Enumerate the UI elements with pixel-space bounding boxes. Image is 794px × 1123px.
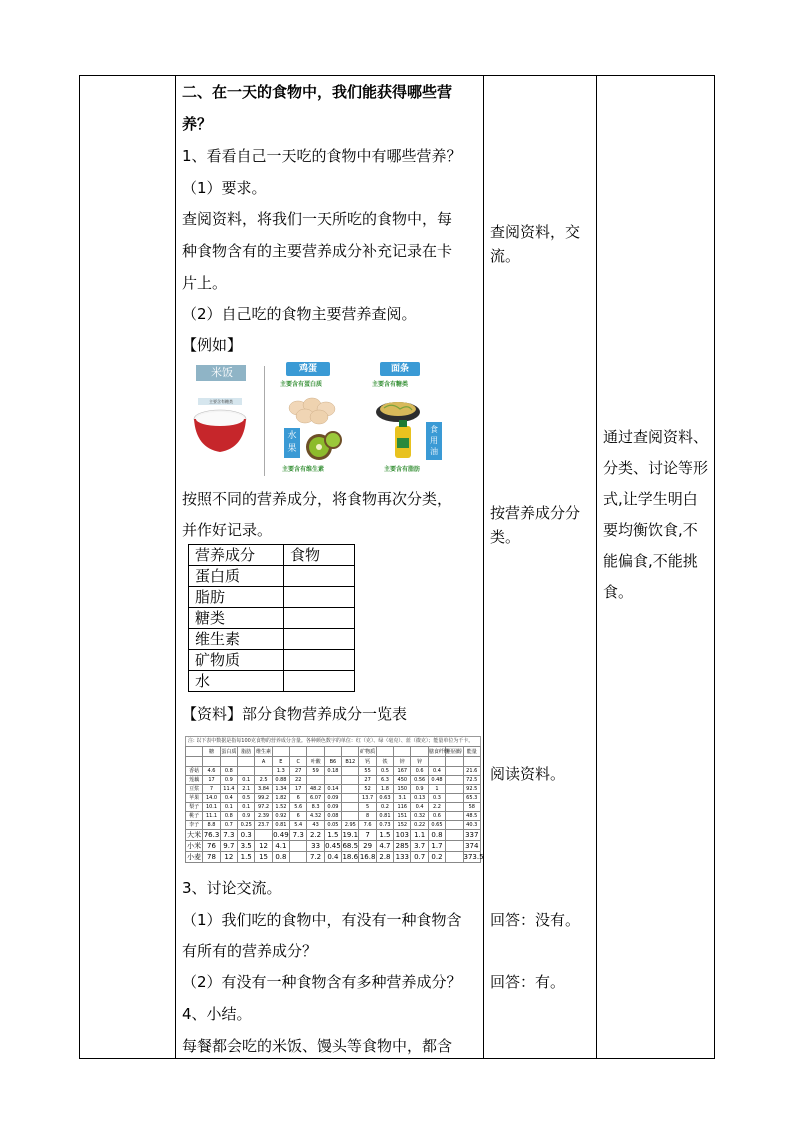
nutrient-cell: 矿物质	[189, 650, 284, 671]
nutrition-row	[186, 776, 481, 785]
student-answer-1: 回答：没有。	[490, 911, 581, 929]
question-1-cont: 有所有的营养成分？	[182, 942, 318, 960]
nutrition-cell: 4.32	[307, 812, 324, 821]
nutrition-cell: 1.5	[324, 830, 341, 841]
nutrition-cell: 能量	[463, 747, 481, 757]
nutrition-cell: 胆固醇	[446, 748, 462, 755]
intent-line: 能偏食,不能挑	[603, 552, 698, 570]
nutrition-cell: 李子	[186, 821, 203, 830]
nutrition-cell	[446, 821, 463, 830]
nutrition-cell: 0.1	[238, 803, 255, 812]
table-row	[189, 650, 355, 671]
nutrition-cell: 152	[394, 821, 411, 830]
nutrition-cell: 374	[463, 841, 481, 852]
nutrition-cell: C	[290, 757, 307, 767]
nutrition-cell: 叶酸	[307, 757, 324, 767]
nutrition-cell: 0.5	[376, 767, 393, 776]
oil-subtitle: 主要含有脂肪	[384, 466, 421, 473]
nutrition-cell	[463, 757, 481, 767]
nutrition-cell: 13.7	[359, 794, 376, 803]
nutrition-row	[186, 821, 481, 830]
nutrition-cell: 27	[359, 776, 376, 785]
nutrition-cell: 0.81	[272, 821, 289, 830]
nutrition-cell: 0.45	[325, 842, 341, 850]
nutrition-cell: 1.1	[411, 830, 428, 841]
nutrition-cell	[446, 803, 463, 812]
nutrition-cell	[411, 747, 428, 757]
nutrition-cell: 0.1	[220, 803, 237, 812]
nutrition-cell: 0.6	[411, 767, 428, 776]
table-row	[189, 629, 355, 650]
nutrition-cell: 18.6	[342, 853, 359, 861]
nutrition-cell	[186, 747, 203, 757]
lesson-table	[79, 75, 715, 1059]
nutrition-cell	[342, 803, 359, 812]
nutrition-cell: 23.7	[255, 821, 272, 830]
nutrition-cell: 27	[290, 767, 307, 776]
nutrition-cell: 116	[394, 803, 411, 812]
nutrition-cell: 苹果	[186, 794, 203, 803]
nutrition-cell	[255, 830, 272, 841]
nutrition-cell: 矿物质	[360, 748, 376, 755]
nutrition-cell: 0.14	[324, 785, 341, 794]
nutrition-cell: 151	[394, 812, 411, 821]
student-answer-2: 回答：有。	[490, 973, 566, 991]
nutrition-cell: 0.1	[238, 776, 255, 785]
nutrition-cell	[272, 747, 289, 757]
nutrition-cell: 2.95	[342, 821, 359, 830]
nutrition-cell: 3.84	[255, 785, 272, 794]
nutrition-cell: 0.49	[273, 831, 289, 839]
nutrition-cell: 梨子	[186, 803, 203, 812]
nutrition-cell	[307, 747, 324, 757]
nutrition-row	[186, 757, 481, 767]
table-header-row	[189, 545, 355, 566]
intent-line: 食。	[603, 583, 634, 601]
nutrition-cell: 0.5	[238, 794, 255, 803]
nutrition-cell: 11.1	[203, 812, 220, 821]
intent-line: 要均衡饮食,不	[603, 521, 698, 539]
nutrition-cell: 0.09	[324, 803, 341, 812]
food-cell	[284, 629, 355, 650]
nutrition-cell: 香菇	[186, 767, 203, 776]
nutrition-grid	[185, 746, 484, 863]
nutrition-cell: 58	[463, 803, 481, 812]
nutrition-cell: 0.92	[272, 812, 289, 821]
nutrition-cell: 21.6	[463, 767, 481, 776]
nutrition-cell: 43	[307, 821, 324, 830]
nutrition-cell: 15	[255, 852, 272, 863]
nutrition-cell: 5	[359, 803, 376, 812]
nutrition-cell: 76	[203, 841, 220, 852]
nutrition-cell: 0.7	[411, 852, 428, 863]
nutrition-cell: 7.6	[359, 821, 376, 830]
nutrition-cell: 0.56	[411, 776, 428, 785]
nutrition-cell	[446, 852, 463, 863]
requirement-label: （1）要求。	[182, 179, 267, 197]
nutrition-cell: 2.2	[428, 803, 445, 812]
nutrition-cell: 维生素	[256, 748, 272, 755]
nutrition-cell	[342, 785, 359, 794]
nutrition-cell: 1.52	[272, 803, 289, 812]
intent-line: 通过查阅资料、	[603, 428, 709, 446]
nutrition-cell	[342, 767, 359, 776]
nutrition-cell	[342, 812, 359, 821]
nutrition-cell	[376, 747, 393, 757]
nutrition-cell: 0.9	[220, 776, 237, 785]
food-cell	[284, 566, 355, 587]
nutrition-cell: 0.7	[220, 821, 237, 830]
nutrition-cell: 0.8	[272, 852, 289, 863]
nutrition-cell	[428, 757, 445, 767]
nutrition-cell: 7	[203, 785, 220, 794]
nutrition-cell: 1.5	[376, 830, 393, 841]
summary-text: 每餐都会吃的米饭、馒头等食物中，都含	[182, 1037, 453, 1055]
nutrition-cell: 337	[463, 830, 481, 841]
nutrition-cell: 小米	[187, 842, 202, 850]
table-row	[189, 566, 355, 587]
nutrition-cell: 0.3	[238, 830, 255, 841]
nutrition-cell: 99.2	[255, 794, 272, 803]
student-activity-1: 查阅资料，交	[490, 223, 581, 241]
nutrition-cell	[446, 785, 463, 794]
question-1: （1）我们吃的食物中，有没有一种食物含	[182, 911, 462, 929]
nutrition-cell: 11.4	[220, 785, 237, 794]
nutrition-cell: 6	[290, 812, 307, 821]
nutrition-cell: 17	[290, 785, 307, 794]
nutrition-cell: 4.6	[203, 767, 220, 776]
nutrition-cell: 1.34	[272, 785, 289, 794]
nutrition-cell: 2.5	[255, 776, 272, 785]
nutrition-cell: 48.2	[307, 785, 324, 794]
nutrition-cell: 103	[395, 831, 409, 839]
nutrition-row	[186, 830, 481, 841]
nutrition-cell: 0.63	[376, 794, 393, 803]
food-cell	[284, 608, 355, 629]
nutrition-cell: 0.05	[324, 821, 341, 830]
nutrition-cell: 6.07	[307, 794, 324, 803]
nutrition-cell: 钙	[359, 757, 376, 767]
nutrition-cell: 锌	[411, 757, 428, 767]
requirement-text-3: 片上。	[182, 274, 228, 292]
nutrition-cell: B6	[324, 757, 341, 767]
nutrition-cell: 59	[307, 767, 324, 776]
nutrition-cell: 48.5	[463, 812, 481, 821]
nutrition-cell: 133	[395, 853, 409, 861]
summary-title: 4、小结。	[182, 1005, 252, 1023]
noodle-label: 面条	[390, 364, 409, 374]
nutrition-cell: 7.3	[290, 830, 307, 841]
nutrition-cell: 78	[203, 852, 220, 863]
nutrition-cell: 膳食纤维	[428, 748, 449, 755]
student-activity-3: 阅读资料。	[490, 765, 566, 783]
nutrition-cell: A	[255, 757, 272, 767]
nutrition-row	[186, 812, 481, 821]
table-row	[189, 671, 355, 692]
nutrition-cell: 1.8	[376, 785, 393, 794]
nutrition-cell: 52	[359, 785, 376, 794]
nutrition-cell	[290, 841, 307, 852]
nutrition-cell: 92.5	[463, 785, 481, 794]
nutrition-row	[186, 747, 481, 757]
nutrition-cell	[446, 757, 463, 767]
food-cell	[284, 587, 355, 608]
nutrition-cell	[342, 776, 359, 785]
nutrient-cell: 蛋白质	[189, 566, 284, 587]
food-cell	[284, 650, 355, 671]
nutrition-cell: 2.8	[376, 852, 393, 863]
nutrition-cell	[324, 776, 341, 785]
nutrition-cell	[255, 767, 272, 776]
nutrition-cell: 0.88	[272, 776, 289, 785]
nutrition-row	[186, 803, 481, 812]
nutrition-reference-table	[185, 736, 484, 863]
example-divider	[264, 366, 265, 476]
nutrition-cell: 17	[203, 776, 220, 785]
nutrition-row	[186, 785, 481, 794]
fruit-label: 水果	[287, 431, 297, 454]
student-activity-2: 按营养成分分	[490, 504, 581, 522]
food-illustration	[186, 362, 466, 480]
fruit-subtitle: 主要含有维生素	[282, 466, 325, 473]
nutrition-cell: 0.6	[428, 812, 445, 821]
food-cell	[284, 671, 355, 692]
nutrition-cell: 0.4	[428, 767, 445, 776]
step-1-title: 1、看看自己一天吃的食物中有哪些营养？	[182, 147, 462, 165]
nutrition-cell	[342, 747, 359, 757]
nutrition-cell: 0.2	[376, 803, 393, 812]
nutrition-cell: 0.9	[238, 812, 255, 821]
nutrition-row	[186, 841, 481, 852]
nutrition-cell: 0.8	[428, 830, 445, 841]
nutrition-cell: 5.6	[290, 803, 307, 812]
nutrition-cell	[446, 794, 463, 803]
nutrition-cell: 167	[394, 767, 411, 776]
nutrition-cell: 40.3	[463, 821, 481, 830]
intent-line: 分类、讨论等形	[603, 459, 709, 477]
nutrition-cell: 桃子	[186, 812, 203, 821]
nutrition-cell: 5.4	[290, 821, 307, 830]
nutrition-cell: 33	[307, 841, 324, 852]
column-stage	[80, 76, 175, 1058]
nutrition-cell: 0.81	[376, 812, 393, 821]
nutrition-cell: 7.2	[307, 852, 324, 863]
nutrition-cell: 0.09	[324, 794, 341, 803]
student-activity-1-cont: 流。	[490, 247, 521, 265]
noodle-subtitle: 主要含有糖类	[372, 381, 409, 388]
nutrition-cell: 铁	[376, 757, 393, 767]
nutrition-cell: 0.3	[428, 794, 445, 803]
nutrition-cell: 6.3	[376, 776, 393, 785]
nutrition-cell	[446, 776, 463, 785]
nutrient-record-table	[188, 544, 355, 692]
nutrition-cell: 0.9	[411, 785, 428, 794]
nutrition-cell: 7	[359, 830, 376, 841]
nutrition-cell: 0.22	[411, 821, 428, 830]
nutrient-cell: 维生素	[189, 629, 284, 650]
nutrition-cell: 0.25	[238, 821, 255, 830]
nutrition-cell	[446, 767, 463, 776]
nutrition-cell: 1.7	[428, 841, 445, 852]
nutrition-cell: 6	[290, 794, 307, 803]
nutrition-cell: 0.13	[411, 794, 428, 803]
nutrition-cell: 蛋白质	[221, 748, 237, 755]
nutrition-cell: 1	[428, 785, 445, 794]
column-student-activity	[484, 76, 596, 1058]
table-header: 营养成分	[189, 545, 284, 566]
nutrition-cell: 450	[394, 776, 411, 785]
nutrition-cell: 糖	[203, 747, 220, 757]
nutrition-cell: 0.4	[411, 803, 428, 812]
nutrition-cell: 19.1	[342, 831, 359, 839]
nutrition-cell: 3.1	[394, 794, 411, 803]
nutrition-cell: 0.08	[324, 812, 341, 821]
nutrition-cell: 9.7	[220, 841, 237, 852]
nutrition-cell: 1.3	[272, 767, 289, 776]
table-header: 食物	[284, 545, 355, 566]
classify-text: 按照不同的营养成分，将食物再次分类，	[182, 490, 453, 508]
nutrition-cell	[238, 757, 255, 767]
requirement-text-2: 种食物含有的主要营养成分补充记录在卡	[182, 242, 453, 260]
nutrition-cell	[307, 776, 324, 785]
nutrition-cell: 150	[394, 785, 411, 794]
nutrition-cell: 55	[359, 767, 376, 776]
nutrient-cell: 脂肪	[189, 587, 284, 608]
table-row	[189, 608, 355, 629]
nutrition-cell: 0.8	[220, 812, 237, 821]
intent-line: 式,让学生明白	[603, 490, 698, 508]
column-design-intent	[597, 76, 715, 1058]
nutrition-row	[186, 767, 481, 776]
nutrition-cell	[220, 757, 237, 767]
food-example-image	[186, 362, 466, 480]
nutrition-cell: B12	[342, 757, 359, 767]
table-note: 注: 以下表中数据是指每100克食物的营养成分含量。各种颜色数字的单位：红（克）、绿（毫克）、蓝（微克）；能量单位为千卡。	[185, 736, 481, 746]
nutrition-cell: 8.8	[203, 821, 220, 830]
requirement-text: 查阅资料，将我们一天所吃的食物中，每	[182, 210, 453, 228]
example-label: 【例如】	[182, 336, 243, 354]
student-activity-2-cont: 类。	[490, 528, 521, 546]
nutrition-cell: 0.32	[411, 812, 428, 821]
nutrition-cell: 1.82	[272, 794, 289, 803]
nutrient-cell: 糖类	[189, 608, 284, 629]
nutrition-cell: 16.8	[359, 853, 376, 861]
nutrition-cell: 0.18	[324, 767, 341, 776]
nutrition-cell: 2.2	[307, 830, 324, 841]
nutrition-cell: 97.2	[255, 803, 272, 812]
oil-label: 食用油	[430, 425, 438, 456]
nutrition-cell	[446, 812, 463, 821]
nutrition-cell: 0.4	[324, 852, 341, 863]
nutrition-cell: 2.1	[238, 785, 255, 794]
nutrition-cell	[238, 767, 255, 776]
classify-text-2: 并作好记录。	[182, 521, 273, 539]
table-row	[189, 587, 355, 608]
nutrition-cell: 4.7	[376, 841, 393, 852]
nutrition-cell	[394, 747, 411, 757]
nutrition-cell: 莲藕	[186, 776, 203, 785]
section-heading-cont: 养？	[182, 115, 213, 133]
nutrition-cell: 大米	[187, 831, 202, 839]
egg-subtitle: 主要含有蛋白质	[280, 381, 323, 388]
lookup-label: （2）自己吃的食物主要营养查阅。	[182, 305, 417, 323]
nutrition-cell: 65.3	[463, 794, 481, 803]
nutrition-cell: 7.3	[220, 830, 237, 841]
material-title: 【资料】部分食物营养成分一览表	[182, 705, 408, 723]
nutrition-cell: 1.5	[238, 852, 255, 863]
nutrition-cell	[342, 794, 359, 803]
nutrition-cell	[186, 757, 203, 767]
nutrition-cell: 373.5	[463, 853, 484, 861]
nutrition-cell: 2.39	[255, 812, 272, 821]
nutrition-cell: 0.65	[428, 821, 445, 830]
nutrition-cell: 10.1	[203, 803, 220, 812]
nutrition-cell	[290, 852, 307, 863]
nutrition-cell: 3.5	[238, 841, 255, 852]
nutrition-cell: 68.5	[342, 842, 359, 850]
nutrition-cell	[324, 747, 341, 757]
nutrient-cell: 水	[189, 671, 284, 692]
nutrition-cell: 脂肪	[238, 747, 255, 757]
nutrition-cell: 锌	[394, 757, 411, 767]
nutrition-cell	[290, 747, 307, 757]
nutrition-cell: 72.5	[463, 776, 481, 785]
rice-label: 米饭	[211, 366, 233, 379]
nutrition-cell: 0.2	[428, 852, 445, 863]
nutrition-cell: 14.0	[203, 794, 220, 803]
nutrition-cell: 285	[395, 842, 409, 850]
egg-label: 鸡蛋	[298, 364, 317, 374]
nutrition-cell: 豆浆	[186, 785, 203, 794]
nutrition-cell: 4.1	[272, 841, 289, 852]
nutrition-cell: E	[272, 757, 289, 767]
nutrition-cell: 小麦	[187, 853, 202, 861]
nutrition-cell: 22	[290, 776, 307, 785]
nutrition-cell: 0.4	[220, 794, 237, 803]
nutrition-cell: 8.3	[307, 803, 324, 812]
nutrition-cell	[203, 757, 220, 767]
nutrition-cell: 3.7	[411, 841, 428, 852]
nutrition-cell	[446, 830, 463, 841]
nutrition-cell: 12	[255, 841, 272, 852]
discussion-title: 3、讨论交流。	[182, 879, 282, 897]
nutrition-cell: 76.3	[203, 831, 220, 839]
nutrition-cell: 12	[220, 852, 237, 863]
column-teacher-activity	[176, 76, 483, 1058]
nutrition-row	[186, 852, 481, 863]
nutrition-cell: 0.48	[428, 776, 445, 785]
nutrition-cell: 0.8	[220, 767, 237, 776]
question-2: （2）有没有一种食物含有多种营养成分？	[182, 973, 462, 991]
nutrition-cell	[446, 841, 463, 852]
nutrition-cell: 0.73	[376, 821, 393, 830]
section-heading: 二、在一天的食物中，我们能获得哪些营	[182, 83, 453, 101]
nutrition-cell: 8	[359, 812, 376, 821]
nutrition-row	[186, 794, 481, 803]
nutrition-cell: 29	[359, 841, 376, 852]
rice-subtitle: 主要含有糖类	[209, 399, 233, 404]
